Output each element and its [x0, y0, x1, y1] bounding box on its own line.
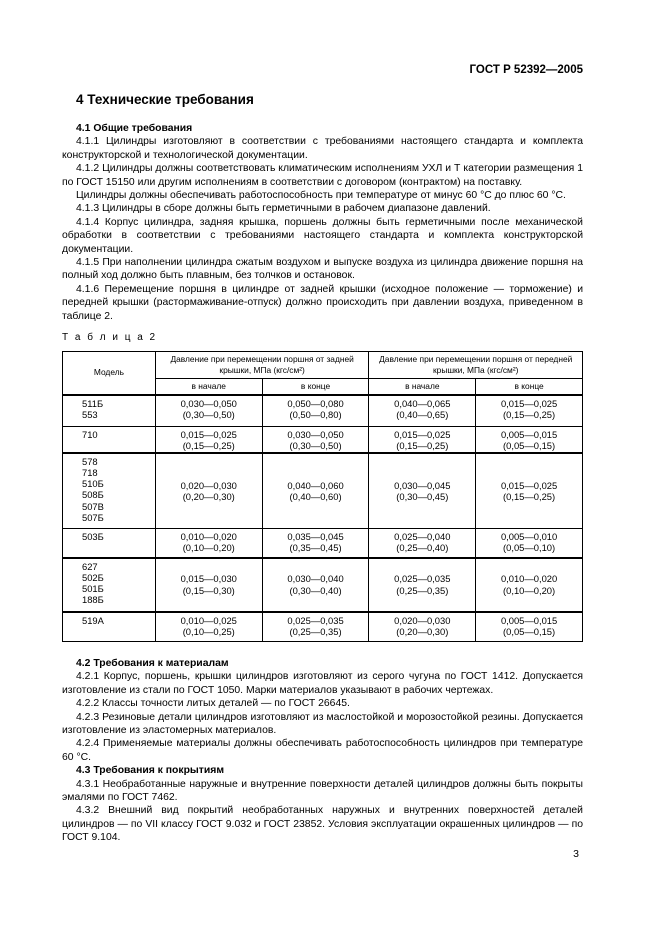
paragraph: 4.1.3 Цилиндры в сборе должны быть герметичными в рабочем диапазоне давлений.: [76, 203, 491, 215]
cell-pressure: 0,010—0,020 (0,10—0,20): [476, 558, 583, 612]
cell-pressure: 0,015—0,030 (0,15—0,30): [155, 558, 262, 612]
cell-pressure: 0,010—0,025 (0,10—0,25): [155, 612, 262, 642]
col-header-model: Модель: [63, 352, 156, 395]
paragraph: 4.2.2 Классы точности литых деталей — по ГОСТ 26645.: [76, 698, 350, 710]
col-group-rear-cover: Давление при перемещении поршня от задней крышки, МПа (кгс/см²): [155, 352, 369, 379]
cell-pressure: 0,010—0,020 (0,10—0,20): [155, 529, 262, 558]
cell-model: 503Б: [63, 529, 156, 558]
subsection-title: 4.2 Требования к материалам: [76, 658, 229, 669]
cell-pressure: 0,015—0,025 (0,15—0,25): [476, 453, 583, 529]
cell-model: 627 502Б 501Б 188Б: [63, 558, 156, 612]
section-title: 4 Технические требования: [76, 92, 254, 107]
cell-pressure: 0,015—0,025 (0,15—0,25): [476, 395, 583, 427]
cell-pressure: 0,035—0,045 (0,35—0,45): [262, 529, 369, 558]
col-header-end: в конце: [476, 379, 583, 395]
pressure-table: [62, 351, 583, 642]
section-4-1: [62, 122, 583, 323]
table-row: [63, 612, 583, 642]
subsection-title: 4.1 Общие требования: [76, 123, 193, 134]
table-row: [63, 427, 583, 453]
paragraph: 4.3.1 Необработанные наружные и внутренние поверхности деталей цилиндров должны быть покрыты эмалями по ГОСТ 7462.: [62, 778, 583, 804]
paragraph: Цилиндры должны обеспечивать работоспособность при температуре от минус 60 °С до плюс 60 °С.: [76, 190, 566, 202]
cell-pressure: 0,020—0,030 (0,20—0,30): [155, 453, 262, 529]
cell-pressure: 0,030—0,050 (0,30—0,50): [155, 395, 262, 427]
cell-model: 511Б 553: [63, 395, 156, 427]
cell-pressure: 0,030—0,050 (0,30—0,50): [262, 427, 369, 453]
cell-pressure: 0,030—0,045 (0,30—0,45): [369, 453, 476, 529]
table-row: [63, 529, 583, 558]
col-header-end: в конце: [262, 379, 369, 395]
cell-pressure: 0,040—0,065 (0,40—0,65): [369, 395, 476, 427]
paragraph: 4.2.4 Применяемые материалы должны обеспечивать работоспособность цилиндров при температуре 60 °С.: [62, 738, 583, 763]
table-caption: Т а б л и ц а 2: [62, 332, 158, 343]
paragraph: 4.1.5 При наполнении цилиндра сжатым воздухом и выпуске воздуха из цилиндра движение поршня на полный ход должно быть плавным, без толчков и остановок.: [62, 257, 583, 282]
document-code: ГОСТ Р 52392—2005: [469, 64, 583, 76]
cell-pressure: 0,025—0,035 (0,25—0,35): [262, 612, 369, 642]
page-number: 3: [573, 848, 579, 860]
paragraph: 4.2.3 Резиновые детали цилиндров изготовляют из маслостойкой и морозостойкой резины. Допускается изготовление из эластомерных материалов.: [62, 711, 583, 737]
paragraph: 4.1.1 Цилиндры изготовляют в соответствии с требованиями настоящего стандарта и комплекта конструкторской и технологической документации.: [62, 136, 583, 161]
cell-pressure: 0,030—0,040 (0,30—0,40): [262, 558, 369, 612]
table-row: [63, 558, 583, 612]
paragraph: 4.1.6 Перемещение поршня в цилиндре от задней крышки (исходное положение — торможение) и передней крышки (растормаживание-отпуск) должно происходить при давлении воздуха, приведенном в таблице 2.: [62, 283, 583, 322]
cell-model: 519А: [63, 612, 156, 642]
cell-model: 710: [63, 427, 156, 453]
paragraph: 4.1.2 Цилиндры должны соответствовать климатическим исполнениям УХЛ и Т категории размещения 1 по ГОСТ 15150 или другим исполнениям в соответствии с договором (контрактом) на поставку.: [62, 163, 583, 188]
cell-pressure: 0,025—0,035 (0,25—0,35): [369, 558, 476, 612]
table-row: [63, 395, 583, 427]
section-4-2: [62, 657, 583, 845]
cell-pressure: 0,005—0,015 (0,05—0,15): [476, 427, 583, 453]
cell-pressure: 0,050—0,080 (0,50—0,80): [262, 395, 369, 427]
cell-pressure: 0,025—0,040 (0,25—0,40): [369, 529, 476, 558]
col-group-front-cover: Давление при перемещении поршня от передней крышки, МПа (кгс/см²): [369, 352, 583, 379]
table-row: [63, 453, 583, 529]
cell-pressure: 0,005—0,015 (0,05—0,15): [476, 612, 583, 642]
subsection-title: 4.3 Требования к покрытиям: [76, 765, 225, 777]
cell-pressure: 0,020—0,030 (0,20—0,30): [369, 612, 476, 642]
col-header-start: в начале: [369, 379, 476, 395]
paragraph: 4.1.4 Корпус цилиндра, задняя крышка, поршень должны быть герметичными после механической обработки в соответствии с требованиями настоящего стандарта и комплекта конструкторской документации.: [62, 216, 583, 255]
paragraph: 4.3.2 Внешний вид покрытий необработанных наружных и внутренних поверхностей деталей цилиндров — по VII классу ГОСТ 9.032 и ГОСТ 23852. Условия эксплуатации окрашенных цилиндров — по ГОСТ 9.104.: [62, 805, 583, 844]
paragraph: 4.2.1 Корпус, поршень, крышки цилиндров изготовляют из серого чугуна по ГОСТ 1412. Допускается изготовление из стали по ГОСТ 1050. Марки материалов указывают в рабочих чертежах.: [62, 671, 583, 696]
col-header-start: в начале: [155, 379, 262, 395]
cell-pressure: 0,005—0,010 (0,05—0,10): [476, 529, 583, 558]
cell-pressure: 0,015—0,025 (0,15—0,25): [155, 427, 262, 453]
cell-model: 578 718 510Б 508Б 507В 507Б: [63, 453, 156, 529]
cell-pressure: 0,015—0,025 (0,15—0,25): [369, 427, 476, 453]
cell-pressure: 0,040—0,060 (0,40—0,60): [262, 453, 369, 529]
